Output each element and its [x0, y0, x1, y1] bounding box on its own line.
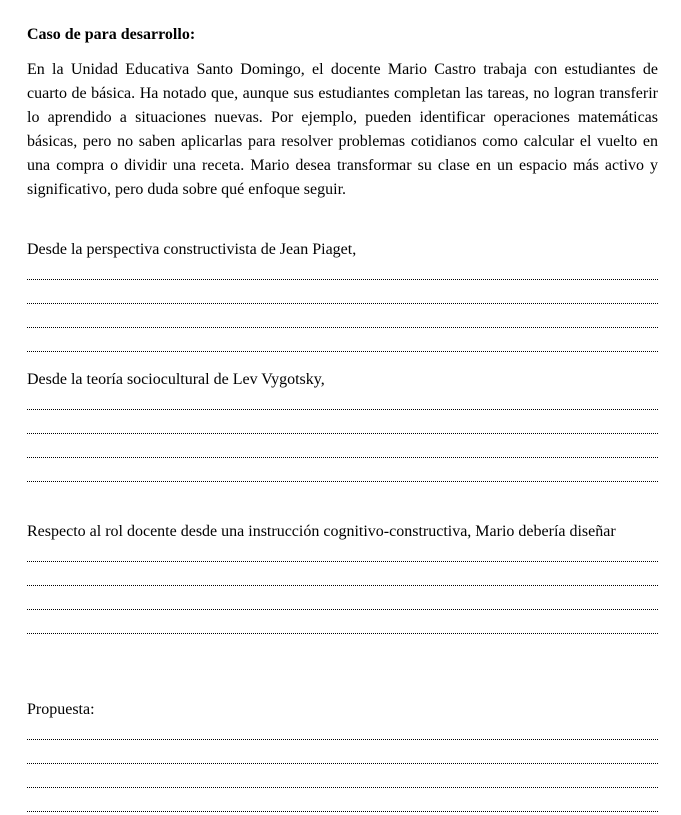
rol-docente-prompt: Respecto al rol docente desde una instrucción cognitivo-constructiva, Mario debería diseñar	[27, 523, 616, 540]
answer-line[interactable]	[27, 280, 658, 304]
answer-line[interactable]	[27, 562, 658, 586]
answer-line[interactable]	[27, 586, 658, 610]
answer-line[interactable]	[27, 304, 658, 328]
piaget-prompt: Desde la perspectiva constructivista de Jean Piaget,	[27, 241, 357, 258]
answer-line[interactable]	[27, 716, 658, 740]
answer-line[interactable]	[27, 458, 658, 482]
propuesta-prompt: Propuesta:	[27, 701, 95, 718]
piaget-answer-lines[interactable]	[27, 256, 658, 352]
answer-line[interactable]	[27, 328, 658, 352]
answer-line[interactable]	[27, 788, 658, 812]
vygotsky-answer-lines[interactable]	[27, 386, 658, 482]
case-heading: Caso de para desarrollo:	[27, 26, 196, 43]
answer-line[interactable]	[27, 610, 658, 634]
case-description: En la Unidad Educativa Santo Domingo, el docente Mario Castro trabaja con estudiantes de cuarto de básica. Ha notado que, aunque sus estudiantes completan las tareas, no logran transferir lo aprendido a situaciones nuevas. Por ejemplo, pueden identificar operaciones matemáticas básicas, pero no saben aplicarlas para resolver problemas cotidianos como calcular el vuelto en una compra o dividir una receta. Mario desea transformar su clase en un espacio más activo y significativo, pero duda sobre qué enfoque seguir.	[27, 61, 658, 198]
answer-line[interactable]	[27, 740, 658, 764]
section-vygotsky	[27, 368, 658, 482]
document-page	[27, 26, 658, 718]
section-rol-docente	[27, 520, 658, 634]
section-propuesta	[27, 698, 658, 812]
section-piaget	[27, 238, 658, 352]
rol-docente-answer-lines[interactable]	[27, 538, 658, 634]
answer-line[interactable]	[27, 410, 658, 434]
vygotsky-prompt: Desde la teoría sociocultural de Lev Vygotsky,	[27, 371, 325, 388]
propuesta-answer-lines[interactable]	[27, 716, 658, 812]
answer-line[interactable]	[27, 434, 658, 458]
answer-line[interactable]	[27, 764, 658, 788]
